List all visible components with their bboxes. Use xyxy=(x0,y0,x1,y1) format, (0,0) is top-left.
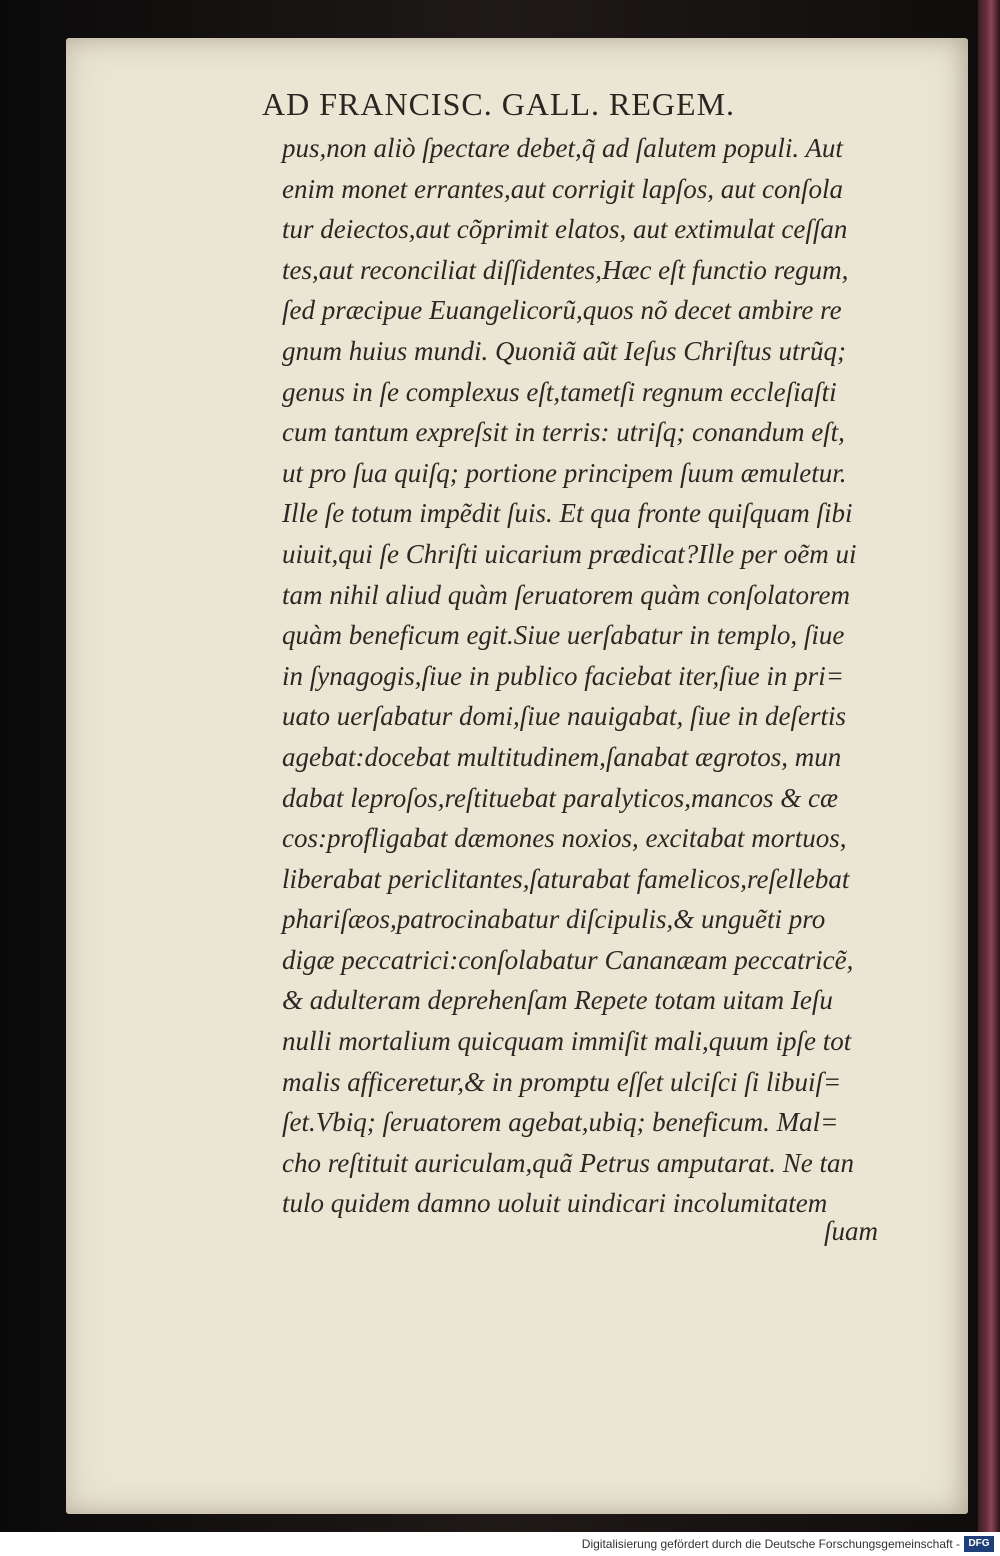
text-line: tam nihil aliud quàm ſeruatorem quàm conſolatorem xyxy=(282,579,850,610)
text-line: enim monet errantes,aut corrigit lapſos, aut conſola xyxy=(282,173,843,204)
text-line: liberabat periclitantes,ſaturabat famelicos,reſellebat xyxy=(282,863,850,894)
dfg-logo: DFG xyxy=(964,1536,994,1552)
book-edge xyxy=(978,0,1000,1532)
catchword: ſuam xyxy=(824,1216,878,1246)
text-line: genus in ſe complexus eſt,tametſi regnum eccleſiaſti xyxy=(282,376,837,407)
running-head: AD FRANCISC. GALL. REGEM. xyxy=(262,86,736,122)
text-line: tulo quidem damno uoluit uindicari incolumitatem xyxy=(282,1188,828,1219)
text-line: phariſæos,patrocinabatur diſcipulis,& unguẽti pro xyxy=(282,904,826,935)
text-line: nulli mortalium quicquam immiſit mali,quum ipſe tot xyxy=(282,1026,852,1057)
text-line: in ſynagogis,ſiue in publico faciebat iter,ſiue in pri= xyxy=(282,660,844,691)
text-line: & adulteram deprehenſam Repete totam uitam Ieſu xyxy=(282,985,833,1016)
text-line: ſet.Vbiq; ſeruatorem agebat,ubiq; beneficum. Mal= xyxy=(282,1107,839,1138)
text-line: Ille ſe totum impẽdit ſuis. Et qua fronte quiſquam ſibi xyxy=(282,498,853,529)
text-line: ut pro ſua quiſq; portione principem ſuum æmuletur. xyxy=(282,457,847,488)
body-text xyxy=(282,128,912,1224)
text-line: pus,non aliò ſpectare debet,q̃ ad ſalutem populi. Aut xyxy=(282,133,843,163)
text-line: tes,aut reconciliat diſſidentes,Hæc eſt functio regum, xyxy=(282,254,849,285)
text-line: gnum huius mundi. Quoniã aũt Ieſus Chriſtus utrũq; xyxy=(282,335,847,366)
text-line: digæ peccatrici:conſolabatur Cananæam peccatricẽ, xyxy=(282,944,854,975)
footer-bar xyxy=(0,1532,1000,1556)
text-line: tur deiectos,aut cõprimit elatos, aut extimulat ceſſan xyxy=(282,214,848,245)
text-line: dabat leproſos,reſtituebat paralyticos,mancos & cæ xyxy=(282,782,838,813)
text-line: uiuit,qui ſe Chriſti uicarium prædicat?Ille per oẽm ui xyxy=(282,538,857,569)
text-line: cos:profligabat dæmones noxios, excitabat mortuos, xyxy=(282,823,847,854)
text-line: agebat:docebat multitudinem,ſanabat ægrotos, mun xyxy=(282,741,842,772)
text-line: cho reſtituit auriculam,quã Petrus amputarat. Ne tan xyxy=(282,1147,854,1178)
text-line: uato uerſabatur domi,ſiue nauigabat, ſiue in deſertis xyxy=(282,701,846,732)
text-line: ſed præcipue Euangelicorũ,quos nõ decet ambire re xyxy=(282,295,842,326)
text-line: cum tantum expreſsit in terris: utriſq; conandum eſt, xyxy=(282,417,845,448)
footer-credit: Digitalisierung gefördert durch die Deutsche Forschungsgemeinschaft - xyxy=(581,1537,960,1551)
text-line: quàm beneficum egit.Siue uerſabatur in templo, ſiue xyxy=(282,620,845,651)
text-line: malis afficeretur,& in promptu eſſet ulciſci ſi libuiſ= xyxy=(282,1066,842,1097)
